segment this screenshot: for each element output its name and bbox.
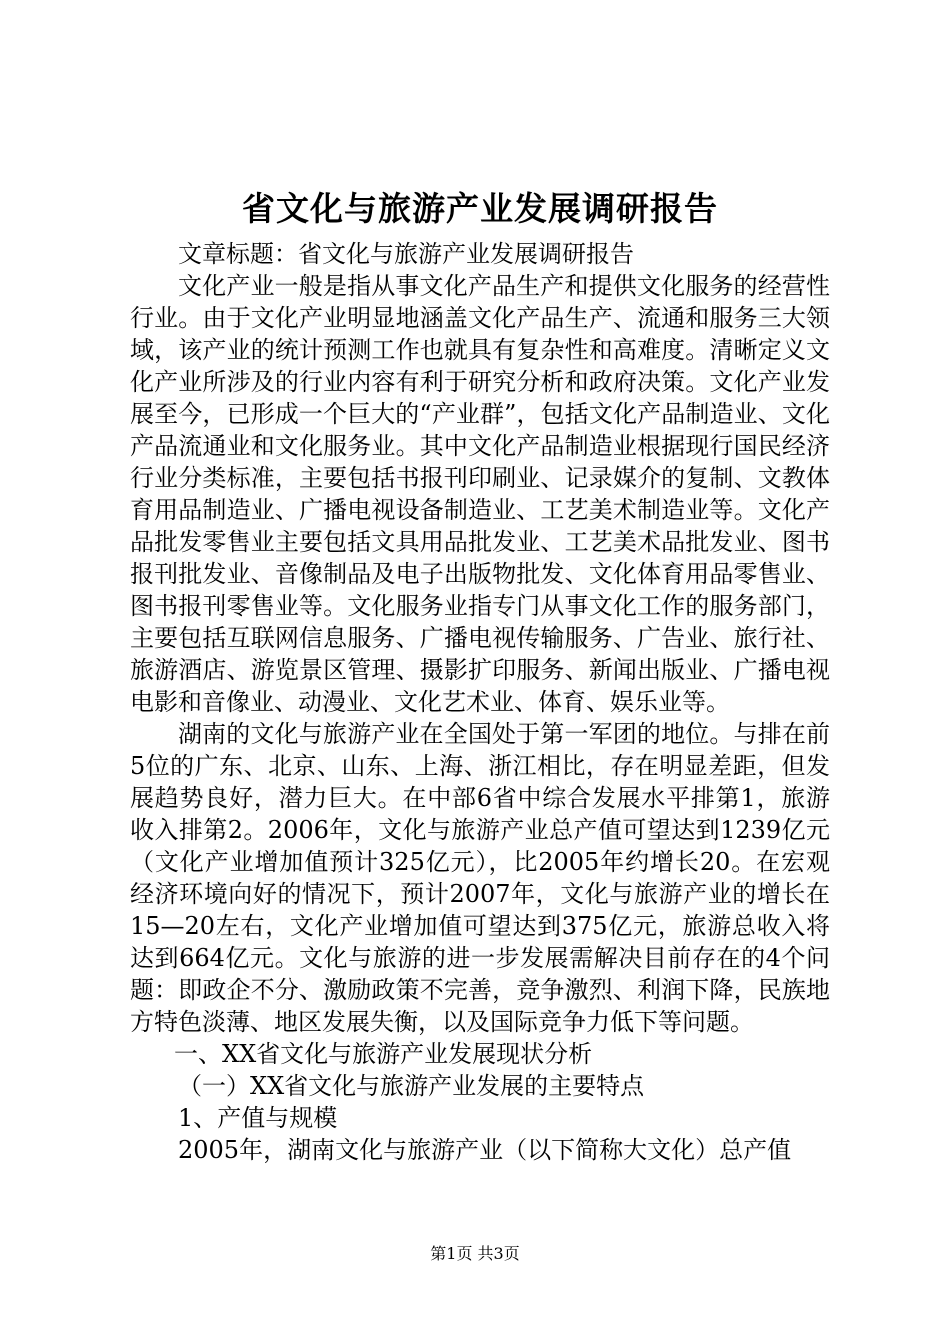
article-title-line: 文章标题：省文化与旅游产业发展调研报告 bbox=[178, 240, 634, 268]
section-heading-3: 1、产值与规模 bbox=[178, 1104, 338, 1132]
page-footer: 第1页 共3页 bbox=[430, 1244, 520, 1263]
section-heading-2: （一）XX省文化与旅游产业发展的主要特点 bbox=[178, 1072, 645, 1100]
document-title: 省文化与旅游产业发展调研报告 bbox=[242, 189, 718, 228]
document-page bbox=[130, 182, 830, 1166]
paragraph-output-start: 2005年，湖南文化与旅游产业（以下简称大文化）总产值 bbox=[178, 1136, 792, 1164]
section-heading-1: 一、XX省文化与旅游产业发展现状分析 bbox=[174, 1040, 593, 1068]
paragraph-intro: 文化产业一般是指从事文化产品生产和提供文化服务的经营性行业。由于文化产业明显地涵盖文化产品生产、流通和服务三大领域，该产业的统计预测工作也就具有复杂性和高难度。清晰定义文化产业所涉及的行业内容有利于研究分析和政府决策。文化产业发展至今，已形成一个巨大的“产业群”，包括文化产品制造业、文化产品流通业和文化服务业。其中文化产品制造业根据现行国民经济行业分类标准，主要包括书报刊印刷业、记录媒介的复制、文教体育用品制造业、广播电视设备制造业、工艺美术制造业等。文化产品批发零售业主要包括文具用品批发业、工艺美术品批发业、图书报刊批发业、音像制品及电子出版物批发、文化体育用品零售业、图书报刊零售业等。文化服务业指专门从事文化工作的服务部门，主要包括互联网信息服务、广播电视传输服务、广告业、旅行社、旅游酒店、游览景区管理、摄影扩印服务、新闻出版业、广播电视电影和音像业、动漫业、文化艺术业、体育、娱乐业等。 bbox=[130, 272, 830, 716]
paragraph-hunan: 湖南的文化与旅游产业在全国处于第一军团的地位。与排在前5位的广东、北京、山东、上海、浙江相比，存在明显差距，但发展趋势良好，潜力巨大。在中部6省中综合发展水平排第1，旅游收入排第2。2006年，文化与旅游产业总产值可望达到1239亿元（文化产业增加值预计325亿元），比2005年约增长20。在宏观经济环境向好的情况下，预计2007年，文化与旅游产业的增长在15—20左右，文化产业增加值可望达到375亿元，旅游总收入将达到664亿元。文化与旅游的进一步发展需解决目前存在的4个问题：即政企不分、激励政策不完善，竞争激烈、利润下降，民族地方特色淡薄、地区发展失衡，以及国际竞争力低下等问题。 bbox=[130, 720, 830, 1036]
